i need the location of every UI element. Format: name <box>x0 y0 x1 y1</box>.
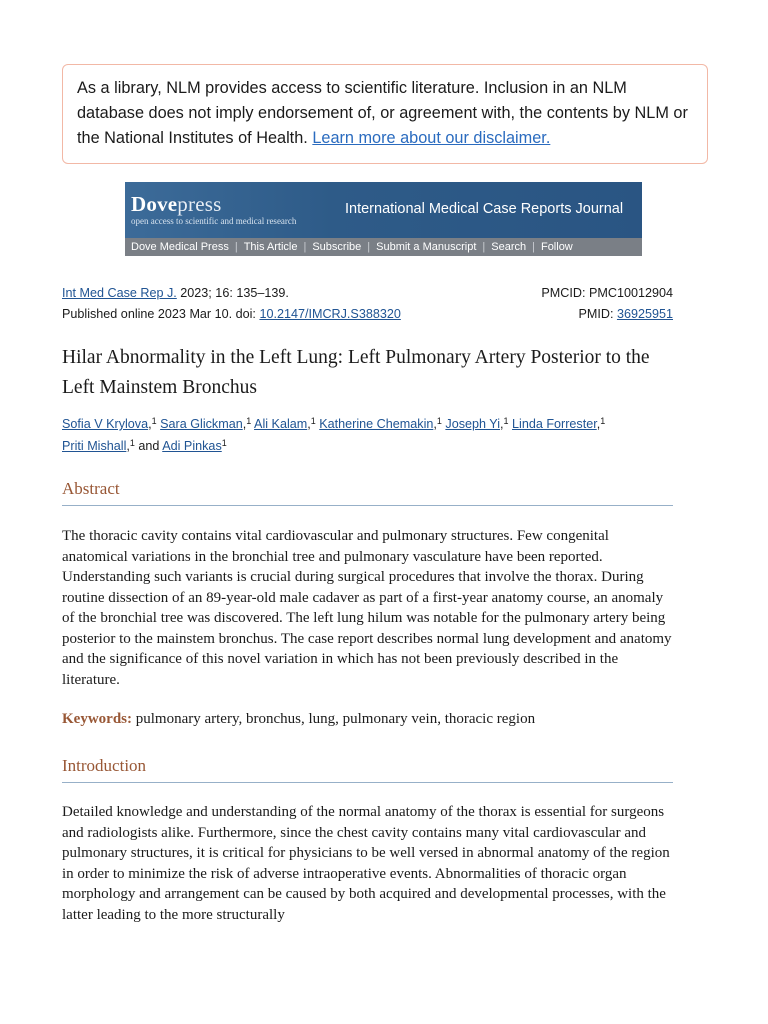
author-link[interactable]: Ali Kalam <box>254 417 308 431</box>
author-affiliation[interactable]: 1 <box>221 438 227 448</box>
keywords-label: Keywords: <box>62 711 132 727</box>
nav-separator: | <box>367 241 371 253</box>
banner-header <box>125 182 642 238</box>
author-link[interactable]: Joseph Yi <box>445 417 501 431</box>
journal-banner[interactable] <box>125 182 642 256</box>
abstract-text: The thoracic cavity contains vital cardiovascular and pulmonary structures. Few congenital anatomical variations in the bronchial tree and pulmonary vasculature have been reported. Understanding such variants is crucial during surgical procedures that involve the thorax. During routine dissection of an 89-year-old male cadaver as part of a first-year anatomy course, an anomaly of the bronchial tree was discovered. The left lung hilum was notable for the pulmonary artery being posterior to the mainstem bronchus. The case report describes normal lung development and anatomy and the significance of this novel variation in which has not been previously described in the literature. <box>62 528 672 688</box>
author-affiliation[interactable]: 1 <box>436 416 442 426</box>
disclaimer-text: As a library, NLM provides access to scientific literature. Inclusion in an NLM database does not imply endorsement of, or agreement with, the contents by NLM or the National Institutes of Health. <box>77 79 688 147</box>
nav-separator: | <box>234 241 238 253</box>
author-affiliation[interactable]: 1 <box>600 416 606 426</box>
author-list: Sofia V Krylova,$^1$ Sara Glickman,$^1$ Ali Kalam,$^1$ Katherine Chemakin,$^1$ Joseph Yi,$^1$ Linda Forrester,$^1$ Priti Mishall,$^1$ and Adi Pinkas$^1$ <box>62 416 606 453</box>
nav-separator: | <box>532 241 535 253</box>
journal-link[interactable]: Int Med Case Rep J. <box>62 286 177 300</box>
author-affiliation[interactable]: 1 <box>151 416 157 426</box>
nav-subscribe[interactable]: Subscribe <box>312 241 362 253</box>
keywords <box>62 709 678 730</box>
nav-this-article[interactable]: This Article <box>243 241 298 253</box>
keywords-list: pulmonary artery, bronchus, lung, pulmonary vein, thoracic region <box>132 711 536 727</box>
author-link[interactable]: Sara Glickman <box>160 417 243 431</box>
abstract-heading: Abstract <box>62 479 673 506</box>
nav-dove-medical-press[interactable]: Dove Medical Press <box>131 241 229 253</box>
banner-nav <box>125 238 642 256</box>
introduction-text: Detailed knowledge and understanding of the normal anatomy of the thorax is essential for surgeons and radiologists alike. Furthermore, since the chest cavity contains many vital cardiovascular and pulmonary structures, it is critical for physicians to be well versed in abnormal anatomy of the region in order to minimize the risk of adverse intraoperative events. Abnormalities of thoracic organ morphology and arrangement can be caused by both acquired and developmental processes, with the latter leading to the more structurally <box>62 804 670 923</box>
nav-follow[interactable]: Follow <box>540 241 573 253</box>
and-word: and <box>138 439 160 453</box>
disclaimer-link[interactable]: Learn more about our disclaimer. <box>312 129 551 147</box>
doi-link[interactable]: 10.2147/IMCRJ.S388320 <box>259 307 401 321</box>
nav-separator: | <box>303 241 307 253</box>
nav-search[interactable]: Search <box>491 241 527 253</box>
author-affiliation[interactable]: 1 <box>246 416 252 426</box>
brand-tagline: open access to scientific and medical research <box>131 216 297 226</box>
dovepress-logo[interactable]: Dovepress <box>131 192 222 216</box>
pmid-label: PMID: <box>578 307 617 321</box>
author-link[interactable]: Priti Mishall <box>62 439 127 453</box>
journal-title: International Medical Case Reports Journal <box>345 201 624 217</box>
pmid-link[interactable]: 36925951 <box>616 307 673 321</box>
published-online: Published online 2023 Mar 10. doi: <box>62 307 260 321</box>
author-link[interactable]: Adi Pinkas <box>162 439 222 453</box>
nav-separator: | <box>482 241 486 253</box>
author-affiliation[interactable]: 1 <box>503 416 509 426</box>
author-link[interactable]: Katherine Chemakin <box>319 417 434 431</box>
author-affiliation[interactable]: 1 <box>129 438 135 448</box>
author-link[interactable]: Sofia V Krylova <box>62 417 149 431</box>
citation-details: 2023; 16: 135–139. <box>176 286 289 300</box>
pmcid: PMCID: PMC10012904 <box>541 286 673 300</box>
article-title: Hilar Abnormality in the Left Lung: Left Pulmonary Artery Posterior to the Left Mainstem Bronchus <box>62 347 650 398</box>
author-link[interactable]: Linda Forrester <box>512 417 597 431</box>
nav-submit-manuscript[interactable]: Submit a Manuscript <box>376 241 477 253</box>
introduction-heading: Introduction <box>62 756 673 783</box>
disclaimer-box <box>62 64 708 164</box>
author-affiliation[interactable]: 1 <box>310 416 316 426</box>
